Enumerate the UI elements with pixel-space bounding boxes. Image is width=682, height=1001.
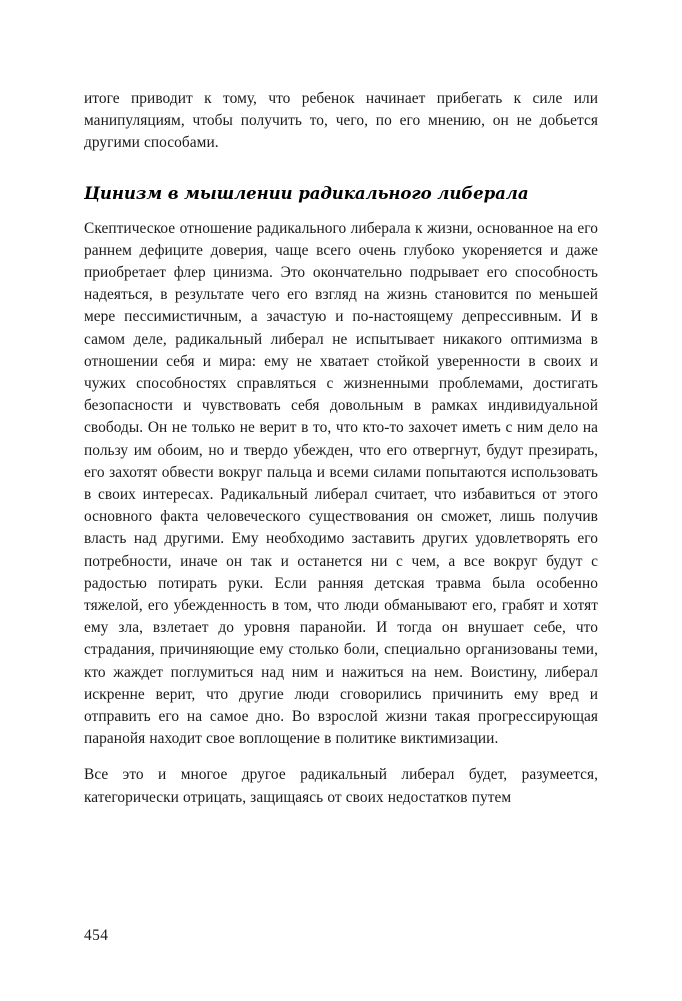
intro-text-block <box>84 88 598 155</box>
paragraph: Все это и многое другое радикальный либерал будет, разумеется, категорически отрицать, защищаясь от своих недостатков путем <box>84 766 598 806</box>
section-heading: Цинизм в мышлении радикального либерала <box>84 182 529 203</box>
page-number: 454 <box>84 927 109 944</box>
paragraph: итоге приводит к тому, что ребенок начинает прибегать к силе или манипуляциям, чтобы получить то, чего, по его мнению, он не добьется другими способами. <box>84 90 598 152</box>
section-text-block <box>84 218 598 809</box>
paragraph: Скептическое отношение радикального либерала к жизни, основанное на его раннем дефиците доверия, чаще всего очень глубоко укореняется и даже приобретает флер цинизма. Это окончательно подрывает его способность надеяться, в результате чего его взгляд на жизнь становится по меньшей мере пессимистичным, а зачастую и по-настоящему депрессивным. И в самом деле, радикальный либерал не испытывает никакого оптимизма в отношении себя и мира: ему не хватает стойкой уверенности в своих и чужих способностях справляться с жизненными проблемами, достигать безопасности и чувствовать себя довольным в рамках индивидуальной свободы. Он не только не верит в то, что кто-то захочет иметь с ним дело на пользу им обоим, но и твердо убежден, что его отвергнут, будут презирать, его захотят обвести вокруг пальца и всеми силами попытаются использовать в своих интересах. Радикальный либерал считает, что избавиться от этого основного факта человеческого существования он сможет, лишь получив власть над другими. Ему необходимо заставить других удовлетворять его потребности, иначе он так и останется ни с чем, а все вокруг будут с радостью потирать руки. Если ранняя детская травма была особенно тяжелой, его убежденность в том, что люди обманывают его, грабят и хотят ему зла, взлетает до уровня паранойи. И тогда он внушает себе, что страдания, причиняющие ему столько боли, специально организованы теми, кто жаждет поглумиться над ним и нажиться на нем. Воистину, либерал искренне верит, что другие люди сговорились причинить ему вред и отправить его на самое дно. Во взрослой жизни такая прогрессирующая паранойя находит свое воплощение в политике виктимизации. <box>84 219 598 748</box>
